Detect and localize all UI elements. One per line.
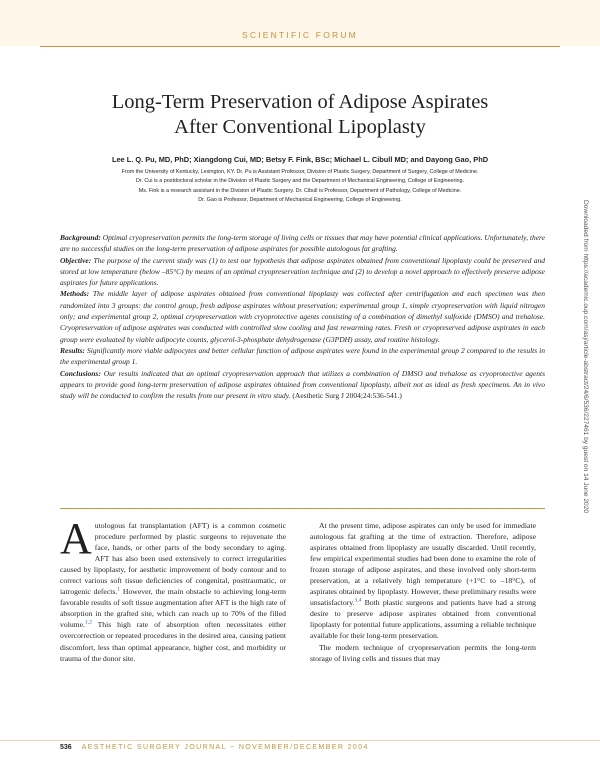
affiliations [40,168,560,205]
affiliation-line: Dr. Gao is Professor, Department of Mechanical Engineering, College of Engineering. [198,196,402,203]
results-label: Results: [60,345,86,355]
background-text: Optimal cryopreservation permits the long-term storage of living cells or tissues that may have potential clinical applications. Unfortunately, there are no successful studies on the long-term preservation of adipose aspirates for possible autologous fat grafting. [60,233,546,254]
methods-text: The middle layer of adipose aspirates obtained from conventional lipoplasty was collected after centrifugation and each specimen was then randomized into 3 groups: the control group, fresh adipose aspirates without preservation; experimental group 1, simple cryopreservation with liquid nitrogen only; and experimental group 2, optimal cryopreservation with cryoprotective agents consisting of a combination of dimethyl sulfoxide (DMSO) and trehalose. Cryopreservation of adipose aspirates was conducted with controlled slow cooling and fast rewarming rates. Fresh or cryopreserved adipose aspirates in each group were evaluated by viable adipocyte counts, glycerol-3-phosphate dehydrogenase (G3PDH) assay, and routine histology. [60,289,545,344]
body-paragraph [60,514,286,664]
body-column-left [60,514,286,664]
section-label: SCIENTIFIC FORUM [242,30,358,40]
reference-link[interactable]: 1,2 [84,619,92,626]
affiliation-line: Dr. Cui is a postdoctoral scholar in the Division of Plastic Surgery and the Department of Mechanical Engineering, College of Engineering. [135,178,465,185]
abstract-methods [60,288,545,344]
conclusions-label: Conclusions: [60,368,101,378]
download-watermark [579,200,591,550]
body-text: This high rate of absorption often necessitates either overcorrection or repeated procedures in the desired area, causing patient discomfort, less than optimal appearance, higher cost, and morbidity or trauma of the donor site. [60,620,286,663]
methods-label: Methods: [60,289,90,299]
header-rule [40,46,560,47]
results-text: Significantly more viable adipocytes and better cellular function of adipose aspirates were found in the experimental group 2 compared to the results in the experimental group 1. [60,345,546,367]
author-list: Lee L. Q. Pu, MD, PhD; Xiangdong Cui, MD; Betsy F. Fink, BSc; Michael L. Cibull MD; and Dayong Gao, PhD [111,155,489,164]
page-number: 536 [60,744,72,751]
body-text: At the present time, adipose aspirates can only be used for immediate autologous fat grafting at the time of extraction. Therefore, adipose aspirates obtained from lipoplasty are usually discarded. Until recently, few empirical experimental studies had been done to examine the role of frozen storage of adipose aspirates, and these involved only short-term preservation, at a relatively high temperature (+1°C to –18°C), of aspirates obtained by lipoplasty. However, these preliminary results were unsatisfactory. [310,521,536,608]
abstract [60,232,545,401]
body-column-right [310,520,536,664]
title-line-2: After Conventional Lipoplasty [174,116,426,138]
abstract-background [60,232,545,255]
page-footer [60,744,369,751]
drop-cap: A [60,514,92,563]
body-text: However, the main obstacle to achieving long-term favorable results of soft tissue augmentation after AFT is the high rate of absorption in the grafted site, which can reach up to 70% of the filled volume. [60,587,286,630]
reference-link[interactable]: 1 [117,586,121,593]
article-title [40,90,560,140]
abstract-rule [60,508,545,509]
abstract-objective [60,255,545,289]
body-paragraph [310,520,536,642]
body-paragraph [310,642,536,664]
body-text: The modern technique of cryopreservation permits the long-term storage of living cells and tissues that may [310,642,536,663]
download-note[interactable]: Downloaded from https://academic.oup.com/asj/article-abstract/24/6/536/227461 by guest on 14 June 2020 [582,200,589,514]
background-label: Background: [60,233,101,242]
conclusions-text: Our results indicated that an optimal cryopreservation approach that utilizes a combination of DMSO and trehalose as cryoprotective agents appears to provide good long-term preservation of adipose aspirates obtained from conventional lipoplasty, albeit not as ideal as fresh specimens. An in vivo study will be conducted to confirm the results from our present in vitro study. [60,368,545,401]
citation: (Aesthetic Surg J 2004;24:536-541.) [292,391,402,401]
affiliation-line: Ms. Fink is a research assistant in the Division of Plastic Surgery. Dr. Cibull is Professor, Department of Pathology, College of Medicine. [138,187,462,194]
abstract-results [60,345,545,368]
journal-name: AESTHETIC SURGERY JOURNAL ~ NOVEMBER/DECEMBER 2004 [81,744,369,751]
affiliation-line: From the University of Kentucky, Lexington, KY. Dr. Pu is Assistant Professor, Division of Plastic Surgery, Department of Surgery, College of Medicine. [121,169,479,175]
footer-rule [0,740,600,741]
objective-text: The purpose of the current study was (1) to test our hypothesis that adipose aspirates obtained from conventional lipoplasty could be preserved and stored at low temperature (below –85°C) by means of an optimal cryopreservation technique and (2) to develop a novel approach to effectively preserve adipose aspirates for future applications. [60,255,545,288]
abstract-conclusions [60,368,545,402]
title-line-1: Long-Term Preservation of Adipose Aspirates [111,91,489,113]
body-text: Both plastic surgeons and patients have had a strong desire to preserve adipose aspirates obtained from conventional lipoplasty for potential future applications, assuming a reliable technique available for their long-term preservation. [310,598,536,641]
objective-label: Objective: [60,255,92,265]
reference-link[interactable]: 3,4 [354,597,362,604]
body-text: utologous fat transplantation (AFT) is a common cosmetic procedure performed by plastic surgeons to rejuvenate the face, hands, or other parts of the body secondary to aging. AFT has also been used extensively to correct irregularities caused by lipoplasty, for aesthetic improvement of body contour and to correct various soft tissue deficiencies of congenital, posttraumatic, or iatrogenic defects. [60,521,286,597]
